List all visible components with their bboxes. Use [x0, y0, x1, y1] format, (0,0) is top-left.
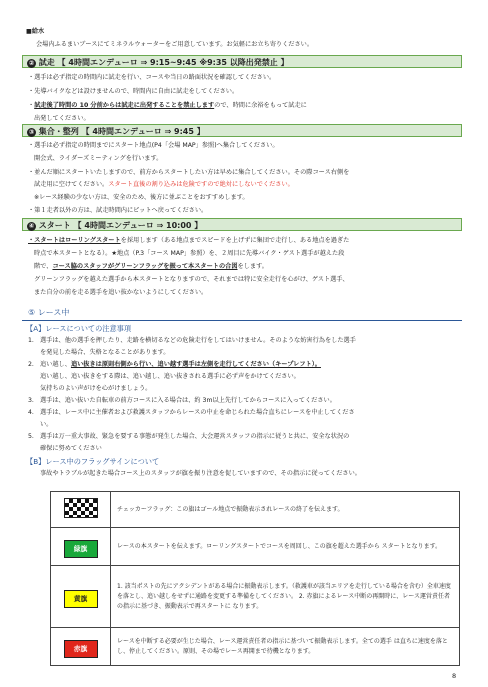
- rule-5b: 確保に努めてください: [40, 445, 102, 452]
- page-number: 8: [452, 672, 457, 680]
- flag-cell: [51, 566, 111, 628]
- arrow-icon: ⇒: [140, 58, 148, 67]
- assembly-line-5: ※レース経験の少ない方は、安全のため、後方に並ぶことをおすすめします。: [34, 194, 249, 201]
- warning-underlined: 試走後了時間の 10 分前からは試走に出発することを禁止します: [34, 102, 215, 109]
- assembly-line-3: ・並んだ順にスタートいたしますので、前方からスタートしたい方は早めに集合してください。その際コース右側を: [28, 169, 350, 176]
- keep-left-rule: 追い抜きは原則右側から行い、追い越す選手は左側を走行してください（キープレフト）。: [70, 361, 321, 368]
- red-flag-icon: 赤旗: [64, 640, 98, 658]
- cut-in-warning: スタート直後の割り込みは危険ですので絶対にしないでください。: [108, 181, 294, 188]
- section-number: ②: [28, 59, 35, 67]
- bracket-close: 】: [194, 221, 203, 230]
- flag-cell: [51, 528, 111, 566]
- warning-rest: ので、時間に余裕をもって試走に: [214, 102, 307, 109]
- rule-3: 選手は、追い抜いた自転車の前方コースに入る場合は、約 3m以上先行してからコースに入ってください。: [40, 397, 336, 404]
- flag-desc: 1. 該当ポストの先にアクシデントがある場合に振動表示します。（救護車が該当エリアを走行している場合を含む）全車速度を落とし、追い越しをせずに通路を変更する準備をしてください。 2. 赤旗によるレース中断の再開時に、レース運営責任者の指示に基づき、振動表示で再スタートに なります。: [111, 566, 460, 628]
- flag-row-green: [51, 528, 460, 566]
- rule-2-num: 2.: [28, 361, 34, 368]
- assembly-line-1: ・選手は必ず指定の時間までにスタート地点(P4「会場 MAP」参照)へ集合してください。: [28, 142, 279, 149]
- section-header-assembly: [22, 124, 462, 137]
- section-label: レース中: [37, 308, 70, 317]
- assembly-line-4: [34, 181, 294, 189]
- bracket-open: 【: [81, 127, 90, 136]
- start-line-5: また自分の前を走る選手を追い抜かないようにしてください。: [34, 289, 208, 296]
- yellow-flag-icon: 黄旗: [64, 590, 98, 608]
- section-label: スタート: [38, 221, 71, 230]
- sub-header-a: 【A】レースについての注意事項: [26, 324, 132, 333]
- rule-2-d: 追い越し、追い抜きをする際は、追い越し、追い抜きされる選手に必ず声をかけてください。: [40, 373, 300, 380]
- section-number: ⑤: [28, 308, 36, 317]
- green-flag-icon: 緑旗: [64, 540, 98, 558]
- start-line-3c: をします。: [237, 263, 268, 270]
- green-flag-signal: コース脇のスタッフがグリーンフラッグを振って本スタートの合図: [52, 263, 238, 270]
- start-line-3a: 階で、: [34, 263, 53, 270]
- flag-desc: チェッカーフラッグ：この旗はゴール地点で振動表示されレースの終了を伝えます。: [111, 492, 460, 528]
- assembly-line-4a: 試走用に空けてください。: [34, 181, 109, 188]
- water-text: 会場内ふるまいブースにてミネラルウォーターをご用意しています。お気軽にお立ち寄りください。: [36, 41, 314, 48]
- flag-cell: [51, 628, 111, 666]
- rule-3-num: 3.: [28, 397, 34, 404]
- rule-1b: を発見した場合、失格となることがあります。: [40, 349, 170, 356]
- test-run-line-2: ・先導バイクなどは設けませんので、時間内に自由に試走をしてください。: [28, 88, 239, 95]
- rule-4-num: 4.: [28, 409, 34, 416]
- flag-desc: レースの本スタートを伝えます。ローリングスタートでコースを周回し、この旗を超えた選手から スタートとなります。: [111, 528, 460, 566]
- section-header-test-run: [22, 55, 462, 68]
- section-number: ③: [28, 128, 35, 136]
- start-line-1b: を採用します（ある地点までスピードを上げずに集団で走行し、ある地点を過ぎた: [120, 237, 350, 244]
- flag-table: [50, 491, 460, 666]
- assembly-line-6: ・第１走者以外の方は、試走時間内にピットへ戻ってください。: [28, 207, 208, 214]
- section-label: 試走: [38, 58, 55, 67]
- rule-5: 選手は万一重大事故、緊急を要する事態が発生した場合、大会運営スタッフの指示に従うと共に、安全な状況の: [40, 433, 350, 440]
- rule-4: 選手は、レース中に主催者および救護スタッフからレースの中止を命じられた場合直ちにレースを中止してくださ: [40, 409, 355, 416]
- start-line-2: 時点で本スタートとなる）。★地点（P.3「コース MAP」参照）を、２周目に先導バイク・ゲスト選手が越えた段: [34, 250, 345, 257]
- sub-header-b: 【B】レース中のフラッグサインについて: [26, 457, 160, 466]
- test-run-warning: ・試走後了時間の 10 分前からは試走に出発することを禁止しますので、時間に余裕をもって試走に: [28, 102, 307, 109]
- rule-4b: い。: [40, 421, 53, 428]
- bracket-close: 】: [196, 127, 205, 136]
- section-number: ④: [28, 222, 35, 230]
- section-label: 集合・整列: [38, 127, 79, 136]
- section-header-start: [22, 218, 462, 231]
- rolling-start: ・スタートはローリングスタート: [28, 237, 121, 244]
- time-range: 9:15~9:45: [150, 58, 197, 67]
- time: 9:45: [174, 127, 194, 136]
- rule-2-prefix: 追い越し、: [40, 361, 71, 368]
- test-run-warning-cont: 出発してください。: [34, 115, 90, 122]
- rule-2-e: 気持ちのよい声がけを心がけましょう。: [40, 385, 152, 392]
- rule-5-num: 5.: [28, 433, 34, 440]
- flag-row-checker: [51, 492, 460, 528]
- flag-row-yellow: [51, 566, 460, 628]
- rule-1: 選手は、他の選手を押したり、走路を横切るなどの危険走行をしてはいけません。そのような妨害行為をした選手: [40, 337, 356, 344]
- section-header-race: [28, 308, 69, 318]
- flag-intro: 事故やトラブルが起きた場合コース上のスタッフが旗を振り注意を促していますので、その指示に従ってください。: [40, 470, 361, 477]
- event-name: 4時間エンデューロ: [68, 58, 138, 67]
- flag-row-red: [51, 628, 460, 666]
- rule-2: [40, 361, 321, 369]
- water-title: ■給水: [26, 28, 45, 35]
- flag-desc: レースを中断する必要が生じた場合、レース運営責任者の指示に基づいて振動表示します。全ての選手 は直ちに速度を落とし、停止してください。原則、その場でレース再開まで待機となります。: [111, 628, 460, 666]
- time: 10:00: [166, 221, 192, 230]
- assembly-line-2: 開会式、ライダーズミーティングを行います。: [34, 155, 163, 162]
- test-run-line-1: ・選手は必ず指定の時間内に試走を行い、コースや当日の路面状況を確認してください。: [28, 74, 276, 81]
- event-name: 4時間エンデューロ: [92, 127, 162, 136]
- start-line-3: [34, 263, 268, 271]
- bracket-open: 【: [73, 221, 82, 230]
- flag-cell: [51, 492, 111, 528]
- start-line-4: グリーンフラッグを越えた選手から本スタートとなりますので、それまでは特に安全走行を心がけ、ゲスト選手、: [34, 276, 349, 283]
- start-line-1: [28, 237, 349, 245]
- arrow-icon: ⇒: [164, 127, 172, 136]
- bracket-open: 【: [57, 58, 66, 67]
- checkered-flag-icon: [64, 498, 98, 518]
- event-name: 4時間エンデューロ: [84, 221, 154, 230]
- bracket-close: 】: [280, 58, 289, 67]
- arrow-icon: ⇒: [156, 221, 164, 230]
- rule-1-num: 1.: [28, 337, 34, 344]
- departure-ban-note: ※9:35 以降出発禁止: [199, 58, 278, 67]
- section-divider: [22, 320, 462, 321]
